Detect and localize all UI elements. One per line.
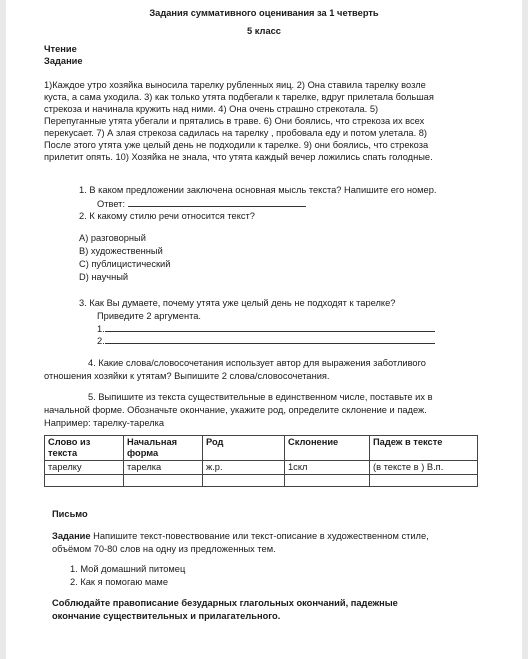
- question-1-answer: [97, 197, 306, 210]
- question-5-line-1: 5. Выпишите из текста существительные в единственном числе, поставьте их в: [88, 392, 433, 402]
- answer-label: Ответ:: [97, 199, 126, 209]
- question-1: 1. В каком предложении заключена основная мысль текста? Напишите его номер.: [79, 185, 437, 195]
- text-line: стрекоза и начинала кружить над ними. 4) Она очень страшно стрекотала. 5): [44, 104, 379, 114]
- argument-number: 1.: [97, 324, 105, 334]
- table-header: Род: [203, 436, 285, 461]
- writing-section-title: Письмо: [52, 509, 88, 519]
- table-header: Слово из текста: [45, 436, 124, 461]
- table-header: Падеж в тексте: [370, 436, 478, 461]
- table-cell[interactable]: [124, 475, 203, 487]
- text-line: перекусает. 7) А злая стрекоза садилась на тарелку , пробовала еду и потом улетала. 8): [44, 128, 428, 138]
- option-b: B) художественный: [79, 246, 163, 256]
- argument-line-2: [97, 334, 435, 347]
- nouns-table: [44, 435, 478, 487]
- table-cell[interactable]: [45, 475, 124, 487]
- question-5-line-2: начальной форме. Обозначьте окончание, укажите род, определите склонение и падеж.: [44, 405, 427, 415]
- writing-task-text-2: объёмом 70-80 слов на одну из предложенных тем.: [52, 544, 276, 554]
- answer-line[interactable]: [105, 334, 435, 344]
- argument-number: 2.: [97, 336, 105, 346]
- text-line: Перепуганные утята убегали и прятались в траве. 6) Они боялись, что стрекоза их всех: [44, 116, 425, 126]
- text-line: куста, а сама уходила. 3) как только утята подбегали к тарелке, вдруг прилетала большая: [44, 92, 434, 102]
- writing-task: [52, 530, 429, 542]
- worksheet-page: [6, 0, 522, 659]
- table-cell[interactable]: тарелка: [124, 461, 203, 475]
- question-4-line-1: 4. Какие слова/словосочетания использует автор для выражения заботливого: [88, 358, 426, 368]
- worksheet-title: Задания суммативного оценивания за 1 четверть: [149, 8, 379, 18]
- table-header: Начальная форма: [124, 436, 203, 461]
- text-line: прилетит опять. 10) Хозяйка не знала, что утята каждый вечер ложились спать голодные.: [44, 152, 433, 162]
- table-cell[interactable]: тарелку: [45, 461, 124, 475]
- question-5-example: Например: тарелку-тарелка: [44, 418, 165, 428]
- writing-task-label: Задание: [52, 531, 91, 541]
- writing-note-2: окончание существительных и прилагательного.: [52, 611, 281, 621]
- option-c: C) публицистический: [79, 259, 171, 269]
- writing-note-1: Соблюдайте правописание безударных глагольных окончаний, падежные: [52, 598, 398, 608]
- text-line: 1)Каждое утро хозяйка выносила тарелку рубленных яиц. 2) Она ставила тарелку возле: [44, 80, 426, 90]
- table-header: Склонение: [285, 436, 370, 461]
- table-cell[interactable]: (в тексте в ) В.п.: [370, 461, 478, 475]
- option-a: A) разговорный: [79, 233, 146, 243]
- table-cell[interactable]: [370, 475, 478, 487]
- reading-section-title: Чтение: [44, 44, 77, 54]
- answer-line[interactable]: [105, 322, 435, 332]
- text-line: После этого утята уже целый день не подходили к тарелке. 9) они боялись, что стрекоза: [44, 140, 429, 150]
- question-3: 3. Как Вы думаете, почему утята уже целый день не подходят к тарелке?: [79, 298, 396, 308]
- reading-task-label: Задание: [44, 56, 83, 66]
- table-cell[interactable]: ж.р.: [203, 461, 285, 475]
- table-cell[interactable]: [285, 475, 370, 487]
- answer-line[interactable]: [128, 197, 306, 207]
- question-4-line-2: отношения хозяйки к утятам? Выпишите 2 слова/словосочетания.: [44, 371, 330, 381]
- table-row: [45, 461, 478, 475]
- table-row-empty: [45, 475, 478, 487]
- option-d: D) научный: [79, 272, 129, 282]
- question-3-sub: Приведите 2 аргумента.: [97, 311, 202, 321]
- question-2: 2. К какому стилю речи относится текст?: [79, 211, 255, 221]
- writing-task-text: Напишите текст-повествование или текст-описание в художественном стиле,: [93, 531, 429, 541]
- table-cell[interactable]: [203, 475, 285, 487]
- topic-1: 1. Мой домашний питомец: [70, 564, 186, 574]
- topic-2: 2. Как я помогаю маме: [70, 577, 168, 587]
- table-cell[interactable]: 1скл: [285, 461, 370, 475]
- grade-label: 5 класс: [247, 26, 281, 36]
- table-header-row: [45, 436, 478, 461]
